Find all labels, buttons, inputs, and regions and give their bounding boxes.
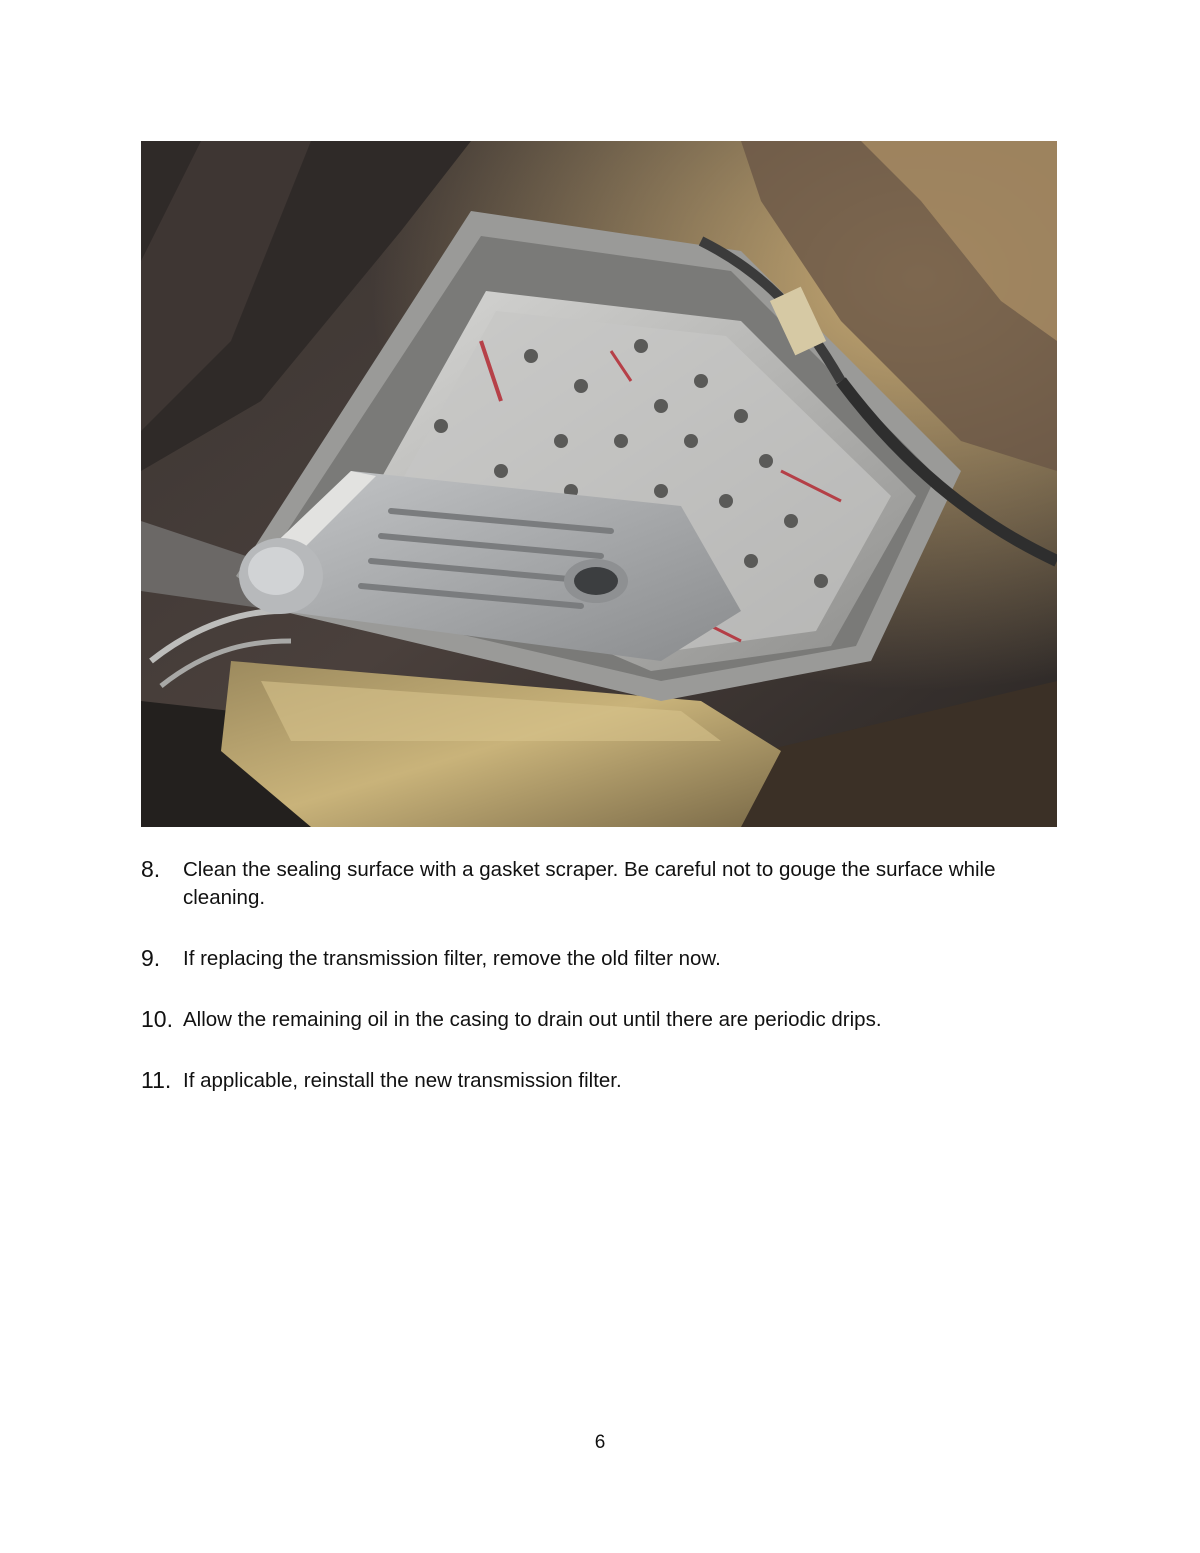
step-text: Clean the sealing surface with a gasket scraper. Be careful not to gouge the surface while cleaning. <box>183 858 996 909</box>
step-item <box>141 1067 1061 1095</box>
step-item <box>141 1006 1061 1034</box>
step-text: If applicable, reinstall the new transmission filter. <box>183 1069 622 1092</box>
step-text: Allow the remaining oil in the casing to drain out until there are periodic drips. <box>183 1008 882 1031</box>
transmission-valve-body-photo <box>141 141 1057 827</box>
step-item <box>141 856 1061 912</box>
step-number: 8. <box>141 856 161 882</box>
step-number: 9. <box>141 945 161 971</box>
step-item <box>141 945 1061 973</box>
step-text: If replacing the transmission filter, remove the old filter now. <box>183 947 721 970</box>
step-number: 11. <box>141 1067 172 1093</box>
instruction-steps <box>141 856 1061 1128</box>
page-number: 6 <box>594 1432 606 1453</box>
step-number: 10. <box>141 1006 173 1032</box>
transmission-photo <box>141 141 1057 827</box>
